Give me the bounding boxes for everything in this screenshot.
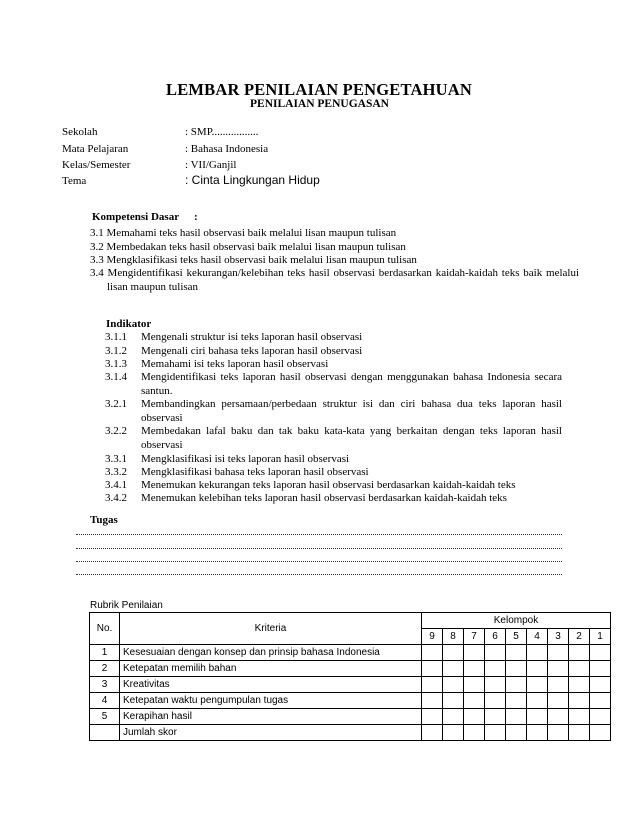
kd-item: 3.3 Mengklasifikasi teks hasil observasi baik melalui lisan maupun tulisan <box>90 254 417 266</box>
indikator-text: Mengklasifikasi isi teks laporan hasil observasi <box>141 453 350 465</box>
score-cell[interactable] <box>443 661 464 677</box>
info-label-sekolah: Sekolah <box>62 126 98 138</box>
score-cell[interactable] <box>485 677 506 693</box>
rubric-header-row <box>90 613 611 629</box>
score-cell[interactable] <box>422 709 443 725</box>
info-value-sekolah: : SMP................. <box>185 126 259 138</box>
answer-line <box>76 548 562 549</box>
group-col: 4 <box>527 629 548 645</box>
tugas-heading: Tugas <box>90 514 118 526</box>
indikator-text: Menemukan kekurangan teks laporan hasil observasi berdasarkan kaidah-kaidah teks <box>141 479 516 491</box>
score-cell[interactable] <box>506 725 527 741</box>
group-col: 1 <box>590 629 611 645</box>
rubric-title: Rubrik Penilaian <box>90 600 163 611</box>
indikator-num: 3.1.3 <box>105 358 127 370</box>
indikator-num: 3.3.1 <box>105 453 127 465</box>
indikator-num: 3.4.2 <box>105 492 127 504</box>
row-no: 1 <box>90 645 120 661</box>
score-cell[interactable] <box>506 645 527 661</box>
info-label-tema: Tema <box>62 175 87 187</box>
indikator-num: 3.1.4 <box>105 371 127 383</box>
info-label-mapel: Mata Pelajaran <box>62 143 129 155</box>
score-cell[interactable] <box>422 677 443 693</box>
rubric-row <box>90 677 611 693</box>
info-value-kelas: : VII/Ganjil <box>185 159 237 171</box>
group-col: 8 <box>443 629 464 645</box>
score-cell[interactable] <box>527 709 548 725</box>
indikator-num: 3.1.2 <box>105 345 127 357</box>
kd-item-text: 3.4 Mengidentifikasi kekurangan/kelebihan teks hasil observasi berdasarkan kaidah-kaidah teks baik melalui lisan maupun tulisan <box>90 267 579 293</box>
score-cell[interactable] <box>464 677 485 693</box>
score-cell[interactable] <box>422 645 443 661</box>
answer-line <box>76 534 562 535</box>
indikator-heading: Indikator <box>106 318 152 330</box>
score-cell[interactable] <box>527 645 548 661</box>
score-cell[interactable] <box>527 725 548 741</box>
score-cell[interactable] <box>590 677 611 693</box>
indikator-text: Membedakan lafal baku dan tak baku kata-kata yang berkaitan dengan teks laporan hasil observasi <box>141 425 562 451</box>
indikator-num: 3.2.1 <box>105 398 127 410</box>
score-cell[interactable] <box>569 677 590 693</box>
rubric-row <box>90 709 611 725</box>
score-cell[interactable] <box>590 725 611 741</box>
score-cell[interactable] <box>590 645 611 661</box>
row-no: 3 <box>90 677 120 693</box>
kd-item: 3.1 Memahami teks hasil observasi baik melalui lisan maupun tulisan <box>90 227 397 239</box>
kd-heading: Kompetensi Dasar <box>92 211 180 223</box>
score-cell[interactable] <box>464 693 485 709</box>
score-cell[interactable] <box>548 693 569 709</box>
score-cell[interactable] <box>569 693 590 709</box>
total-no-cell <box>90 725 120 741</box>
indikator-text: Mengidentifikasi teks laporan hasil observasi dengan menggunakan bahasa Indonesia secara santun. <box>141 371 562 397</box>
rubric-total-row <box>90 725 611 741</box>
score-cell[interactable] <box>485 645 506 661</box>
score-cell[interactable] <box>527 661 548 677</box>
score-cell[interactable] <box>569 725 590 741</box>
score-cell[interactable] <box>590 709 611 725</box>
score-cell[interactable] <box>590 661 611 677</box>
row-kriteria: Ketepatan memilih bahan <box>120 661 422 677</box>
score-cell[interactable] <box>464 645 485 661</box>
group-col: 9 <box>422 629 443 645</box>
score-cell[interactable] <box>506 709 527 725</box>
score-cell[interactable] <box>506 661 527 677</box>
indikator-text: Memahami isi teks laporan hasil observasi <box>141 358 329 370</box>
header-kelompok: Kelompok <box>422 613 611 629</box>
group-col: 7 <box>464 629 485 645</box>
page-subtitle: PENILAIAN PENUGASAN <box>250 98 389 110</box>
score-cell[interactable] <box>548 725 569 741</box>
group-col: 6 <box>485 629 506 645</box>
score-cell[interactable] <box>443 645 464 661</box>
indikator-num: 3.4.1 <box>105 479 127 491</box>
group-col: 2 <box>569 629 590 645</box>
indikator-num: 3.1.1 <box>105 331 127 343</box>
score-cell[interactable] <box>548 677 569 693</box>
row-kriteria: Kerapihan hasil <box>120 709 422 725</box>
score-cell[interactable] <box>548 661 569 677</box>
header-no: No. <box>90 613 120 645</box>
answer-line <box>76 561 562 562</box>
score-cell[interactable] <box>506 693 527 709</box>
score-cell[interactable] <box>443 677 464 693</box>
indikator-num: 3.2.2 <box>105 425 127 437</box>
page-title: LEMBAR PENILAIAN PENGETAHUAN <box>166 80 472 99</box>
score-cell[interactable] <box>527 677 548 693</box>
score-cell[interactable] <box>464 709 485 725</box>
score-cell[interactable] <box>485 709 506 725</box>
row-no: 5 <box>90 709 120 725</box>
rubric-row <box>90 693 611 709</box>
score-cell[interactable] <box>464 725 485 741</box>
score-cell[interactable] <box>443 693 464 709</box>
rubric-row <box>90 645 611 661</box>
indikator-text: Membandingkan persamaan/perbedaan struktur isi dan ciri bahasa dua teks laporan hasil observasi <box>141 398 562 424</box>
score-cell[interactable] <box>506 677 527 693</box>
group-col: 5 <box>506 629 527 645</box>
score-cell[interactable] <box>569 645 590 661</box>
score-cell[interactable] <box>422 693 443 709</box>
score-cell[interactable] <box>590 693 611 709</box>
row-no: 4 <box>90 693 120 709</box>
header-kriteria: Kriteria <box>120 613 422 645</box>
kd-item <box>90 267 579 294</box>
score-cell[interactable] <box>548 645 569 661</box>
info-label-kelas: Kelas/Semester <box>62 159 131 171</box>
rubric-table <box>89 612 611 741</box>
row-kriteria: Kreativitas <box>120 677 422 693</box>
score-cell[interactable] <box>464 661 485 677</box>
answer-line <box>76 574 562 575</box>
score-cell[interactable] <box>422 661 443 677</box>
kd-item: 3.2 Membedakan teks hasil observasi baik melalui lisan maupun tulisan <box>90 241 406 253</box>
indikator-num: 3.3.2 <box>105 466 127 478</box>
indikator-text: Mengenali struktur isi teks laporan hasil observasi <box>141 331 363 343</box>
score-cell[interactable] <box>422 725 443 741</box>
row-no: 2 <box>90 661 120 677</box>
indikator-text: Mengenali ciri bahasa teks laporan hasil observasi <box>141 345 363 357</box>
score-cell[interactable] <box>443 709 464 725</box>
indikator-text: Menemukan kelebihan teks laporan hasil observasi berdasarkan kaidah-kaidah teks <box>141 492 507 504</box>
info-value-mapel: : Bahasa Indonesia <box>185 143 269 155</box>
score-cell[interactable] <box>443 725 464 741</box>
row-kriteria: Kesesuaian dengan konsep dan prinsip bahasa Indonesia <box>120 645 422 661</box>
score-cell[interactable] <box>569 661 590 677</box>
score-cell[interactable] <box>548 709 569 725</box>
indikator-text: Mengklasifikasi bahasa teks laporan hasil observasi <box>141 466 369 478</box>
rubric-row <box>90 661 611 677</box>
score-cell[interactable] <box>569 709 590 725</box>
score-cell[interactable] <box>485 693 506 709</box>
row-kriteria: Ketepatan waktu pengumpulan tugas <box>120 693 422 709</box>
score-cell[interactable] <box>485 661 506 677</box>
total-label: Jumlah skor <box>120 725 422 741</box>
group-col: 3 <box>548 629 569 645</box>
kd-colon: : <box>194 211 198 223</box>
info-value-tema: : Cinta Lingkungan Hidup <box>185 173 320 187</box>
score-cell[interactable] <box>527 693 548 709</box>
score-cell[interactable] <box>485 725 506 741</box>
